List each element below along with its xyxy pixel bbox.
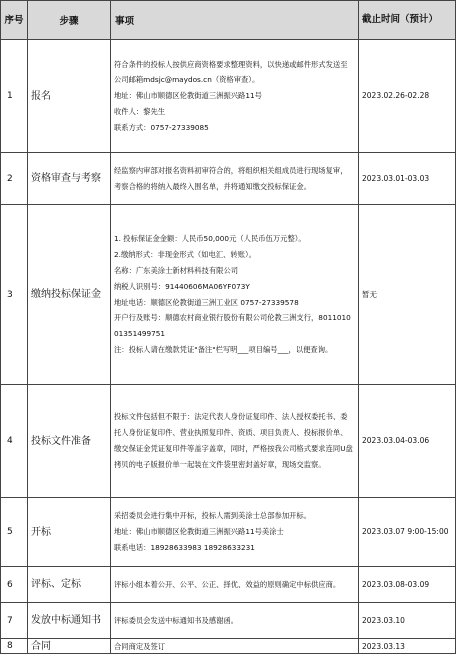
item-line: 评标小组本着公开、公平、公正、择优、效益的原则确定中标供应商。 xyxy=(114,579,341,589)
item-line: 合同商定及签订 xyxy=(114,641,166,651)
row-item xyxy=(111,603,359,639)
item-line: 收件人：黎先生 xyxy=(114,106,166,116)
item-line: 地址：佛山市顺德区伦教街道三洲振兴路11号美涂士 xyxy=(114,527,284,537)
table-row xyxy=(1,567,456,603)
row-step: 发放中标通知书 xyxy=(28,603,111,639)
row-item xyxy=(111,498,359,567)
header-row xyxy=(1,1,456,40)
row-step: 开标 xyxy=(28,498,111,567)
header-deadline: 截止时间（预计） xyxy=(359,1,456,40)
row-deadline: 2023.02.26-02.28 xyxy=(359,40,456,153)
item-line: 注：投标人请在缴款凭证"备注"栏写明___项目编号___，以便查询。 xyxy=(114,344,333,354)
table-row xyxy=(1,40,456,153)
item-line: 纳税人识别号：91440606MA06YF073Y xyxy=(114,281,250,291)
item-line: 联系方式：0757-27339085 xyxy=(114,122,209,132)
header-step: 步骤 xyxy=(28,1,111,40)
table-row xyxy=(1,205,456,385)
row-deadline: 2023.03.01-03.03 xyxy=(359,153,456,205)
row-number: 2 xyxy=(1,153,28,205)
row-deadline: 2023.03.07 9:00-15:00 xyxy=(359,498,456,567)
item-line: 联系电话：18928633983 18928633231 xyxy=(114,542,255,552)
row-deadline: 2023.03.04-03.06 xyxy=(359,385,456,498)
row-step: 评标、定标 xyxy=(28,567,111,603)
item-line: 符合条件的投标人按供应商资格要求整理资料，以快递或邮件形式发送至公司邮箱mdsjc@maydos.cn（资格审查）。 xyxy=(114,59,348,85)
item-line: 2.缴纳形式：非现金形式（如电汇、转账）。 xyxy=(114,250,256,260)
row-number: 8 xyxy=(1,639,28,654)
header-no: 序号 xyxy=(1,1,28,40)
table-row xyxy=(1,603,456,639)
row-item xyxy=(111,639,359,654)
row-deadline: 2023.03.13 xyxy=(359,639,456,654)
row-item xyxy=(111,40,359,153)
row-item xyxy=(111,385,359,498)
row-step: 资格审查与考察 xyxy=(28,153,111,205)
item-line: 评标委员会发送中标通知书及感谢函。 xyxy=(114,615,239,625)
row-number: 6 xyxy=(1,567,28,603)
item-line: 采招委员会进行集中开标，投标人需到美涂士总部参加开标。 xyxy=(114,511,312,521)
row-step: 投标文件准备 xyxy=(28,385,111,498)
row-item xyxy=(111,153,359,205)
item-line: 地址：佛山市顺德区伦教街道三洲振兴路11号 xyxy=(114,91,262,101)
row-number: 7 xyxy=(1,603,28,639)
row-number: 1 xyxy=(1,40,28,153)
item-line: 经监察内审部对报名资料初审符合的，将组织相关组成员进行现场复审，考察合格的将纳入最终入围名单，并将通知缴交投标保证金。 xyxy=(114,165,348,191)
item-line: 开户行及账号：顺德农村商业银行股份有限公司伦教三洲支行，801101001351499751 xyxy=(114,313,351,339)
table-row xyxy=(1,498,456,567)
row-number: 3 xyxy=(1,205,28,385)
row-deadline: 2023.03.10 xyxy=(359,603,456,639)
table-row xyxy=(1,639,456,654)
table-row xyxy=(1,385,456,498)
row-number: 4 xyxy=(1,385,28,498)
row-deadline: 暂无 xyxy=(359,205,456,385)
row-item xyxy=(111,567,359,603)
item-line: 地址电话：顺德区伦教街道三洲工业区 0757-27339578 xyxy=(114,297,299,307)
row-deadline: 2023.03.08-03.09 xyxy=(359,567,456,603)
row-step: 缴纳投标保证金 xyxy=(28,205,111,385)
item-line: 投标文件包括但不限于：法定代表人身份证复印件、法人授权委托书、委托人身份证复印件、营业执照复印件、资质、项目负责人、投标报价单、缴交保证金凭证复印件等盖字盖章，同时，严格按我公司格式要求连同U盘拷贝的电子版报价单一起装在文件袋里密封盖好章，现场交监察。 xyxy=(114,412,353,469)
table-row xyxy=(1,153,456,205)
item-line: 1. 投标保证金金额：人民币50,000元（人民币伍万元整）。 xyxy=(114,234,306,244)
header-item: 事项 xyxy=(111,1,359,40)
row-step: 报名 xyxy=(28,40,111,153)
row-number: 5 xyxy=(1,498,28,567)
row-step: 合同 xyxy=(28,639,111,654)
item-line: 名称：广东美涂士新材料科技有限公司 xyxy=(114,265,239,275)
row-item xyxy=(111,205,359,385)
